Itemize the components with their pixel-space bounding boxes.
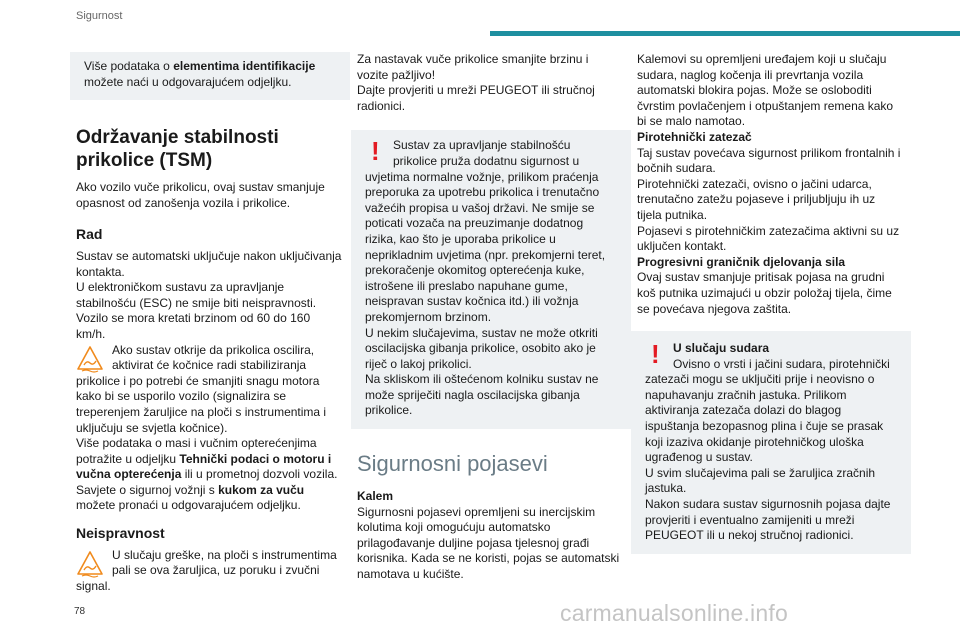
warning-paragraph-1: ! Sustav za upravljanje stabilnošću prikolice pruža dodatnu sigurnost u uvjetima normalne vožnje, prilikom praćenja preporuka za upotrebu prikolica i trenutačno važećih propisa u vašoj državi. Ne smije se poticati vozača na preuzimanje dodatnog rizika, kao što je uporaba prikolice u neprikladnim uvjetima (npr. prekomjerni teret, prekoračenje okomitog opterećenja kuke, istrošene ili preslabo napuhane gume, neispravan sustav kočnica itd.) ili vožnja prekomjernom brzinom. bbox=[365, 136, 606, 324]
heading-neispravnost: Neispravnost bbox=[76, 525, 165, 542]
heading-pretensioner: Pirotehnički zatezač bbox=[637, 129, 752, 144]
collision-warning-3: Nakon sudara sustav sigurnosnih pojasa dajte provjeriti i eventualno zamijeniti u mreži PEUGEOT ili u nekoj stručnoj radionici. bbox=[645, 497, 891, 543]
info-text: Više podataka o elementima identifikacije možete naći u odgovarajućem odjeljku. bbox=[84, 59, 316, 89]
tsm-intro: Ako vozilo vuče prikolicu, ovaj sustav smanjuje opasnost od zanošenja vozila i prikolice. bbox=[76, 180, 325, 210]
warning-icon: ! bbox=[371, 136, 380, 167]
heading-kalem: Kalem bbox=[357, 489, 394, 504]
info-bold: elementima identifikacije bbox=[173, 59, 316, 73]
kalem-paragraph: Sigurnosni pojasevi opremljeni su inercijskim kolutima koji omogućuju automatsko prilagođavanje duljine pojasa tjelesnoj građi korisnika. Kada se ne koristi, pojas se automatski namotava u kućište. bbox=[357, 504, 620, 582]
section-title-seatbelts: Sigurnosni pojasevi bbox=[357, 451, 548, 477]
section-title-tsm: Održavanje stabilnosti prikolice (TSM) bbox=[76, 127, 279, 172]
rad-paragraph-3: Vozilo se mora kretati brzinom od 60 do 160 km/h. bbox=[76, 311, 311, 341]
warning-box-collision bbox=[631, 331, 911, 554]
more-info-text: Više podataka o masi i vučnim opterećenjima potražite u odjeljku Tehnički podaci o motoru i vučna opterećenja ili u prometnoj dozvoli vozila. bbox=[76, 436, 338, 482]
warning-paragraph-3: Na skliskom ili oštećenom kolniku sustav ne može spriječiti nagla oscilacijska gibanja prikolice. bbox=[365, 372, 599, 418]
pretensioner-paragraph-2: Pirotehnički zatezači, ovisno o jačini udarca, trenutačno zatežu pojaseve i priljubljuju ih uz tijela putnika. bbox=[637, 176, 876, 222]
advice-text: Savjete o sigurnoj vožnji s kukom za vuču možete pronaći u odgovarajućem odjeljku. bbox=[76, 482, 305, 513]
column-3 bbox=[637, 52, 903, 554]
trailer-sway-warning-icon bbox=[76, 550, 104, 578]
neispravnost-paragraph: U slučaju greške, na ploči s instrumentima pali se ova žaruljica, uz poruku i zvučni signal. bbox=[76, 547, 337, 593]
check-advice: Dajte provjeriti u mreži PEUGEOT ili stručnoj radionici. bbox=[357, 83, 595, 113]
collision-warning-title: ! U slučaju sudara bbox=[651, 339, 770, 370]
running-header: Sigurnost bbox=[76, 10, 123, 22]
column-2 bbox=[357, 52, 623, 583]
collision-warning-1: Ovisno o vrsti i jačini sudara, pirotehnički zatezači mogu se uključiti prije i neovisno o napuhavanju zračnih jastuka. Prilikom aktiviranja zatezača dolazi do blagog ispuštanja bezopasnog plina i čuje se prasak koji izaziva okidanje pirotehničkog uloška ugrađenog u sustav. bbox=[645, 356, 890, 465]
advice-bold: kukom za vuču bbox=[218, 482, 305, 497]
header-accent-bar bbox=[490, 31, 960, 36]
warning-paragraph-2: U nekim slučajevima, sustav ne može otkriti oscilacijska gibanja prikolice, osobito ako je riječ o lakoj prikolici. bbox=[365, 325, 598, 371]
rad-icon-paragraph: Ako sustav otkrije da prikolica oscilira, aktivirat će kočnice radi stabiliziranja prikolice i po potrebi će smanjiti snagu motora kako bi se usporilo vozilo (signalizira se treperenjem žaruljice na ploči s instrumentima i uključuju se svjetla kočnice). bbox=[76, 342, 327, 435]
pretensioner-paragraph-1: Taj sustav povećava sigurnost prilikom frontalnih i bočnih sudara. bbox=[637, 145, 901, 176]
force-limiter-paragraph: Ovaj sustav smanjuje pritisak pojasa na grudni koš putnika uzimajući u obzir položaj tijela, čime se povećava njegova zaštita. bbox=[637, 270, 892, 316]
warning-icon: ! bbox=[651, 339, 660, 370]
warning-box-tsm bbox=[351, 130, 631, 429]
column-1 bbox=[76, 52, 342, 594]
heading-force-limiter: Progresivni graničnik djelovanja sila bbox=[637, 254, 846, 269]
reel-paragraph: Kalemovi su opremljeni uređajem koji u slučaju sudara, naglog kočenja ili prevrtanja vozila automatski blokira pojas. Može se osloboditi čvrstim povlačenjem i otpuštanjem remena kako bi se malo namotao. bbox=[637, 52, 894, 129]
rad-paragraph-1: Sustav se automatski uključuje nakon uključivanja kontakta. bbox=[76, 248, 342, 279]
trailer-sway-warning-icon bbox=[76, 345, 104, 373]
watermark-text: carmanualsonline.info bbox=[560, 600, 788, 626]
pretensioner-paragraph-3: Pojasevi s pirotehničkim zatezačima aktivni su uz uključen kontakt. bbox=[637, 223, 900, 254]
more-info-bold: Tehnički podaci o motoru i vučna opterećenja bbox=[76, 451, 332, 482]
heading-rad: Rad bbox=[76, 226, 103, 243]
rad-paragraph-2: U elektroničkom sustavu za upravljanje stabilnošću (ESC) ne smije biti neispravnosti. bbox=[76, 280, 317, 310]
page-number: 78 bbox=[74, 606, 86, 617]
towing-advice: Za nastavak vuče prikolice smanjite brzinu i vozite pažljivo! bbox=[357, 52, 589, 82]
collision-warning-2: U svim slučajevima pali se žaruljica zračnih jastuka. bbox=[645, 465, 876, 496]
info-box bbox=[70, 52, 350, 100]
